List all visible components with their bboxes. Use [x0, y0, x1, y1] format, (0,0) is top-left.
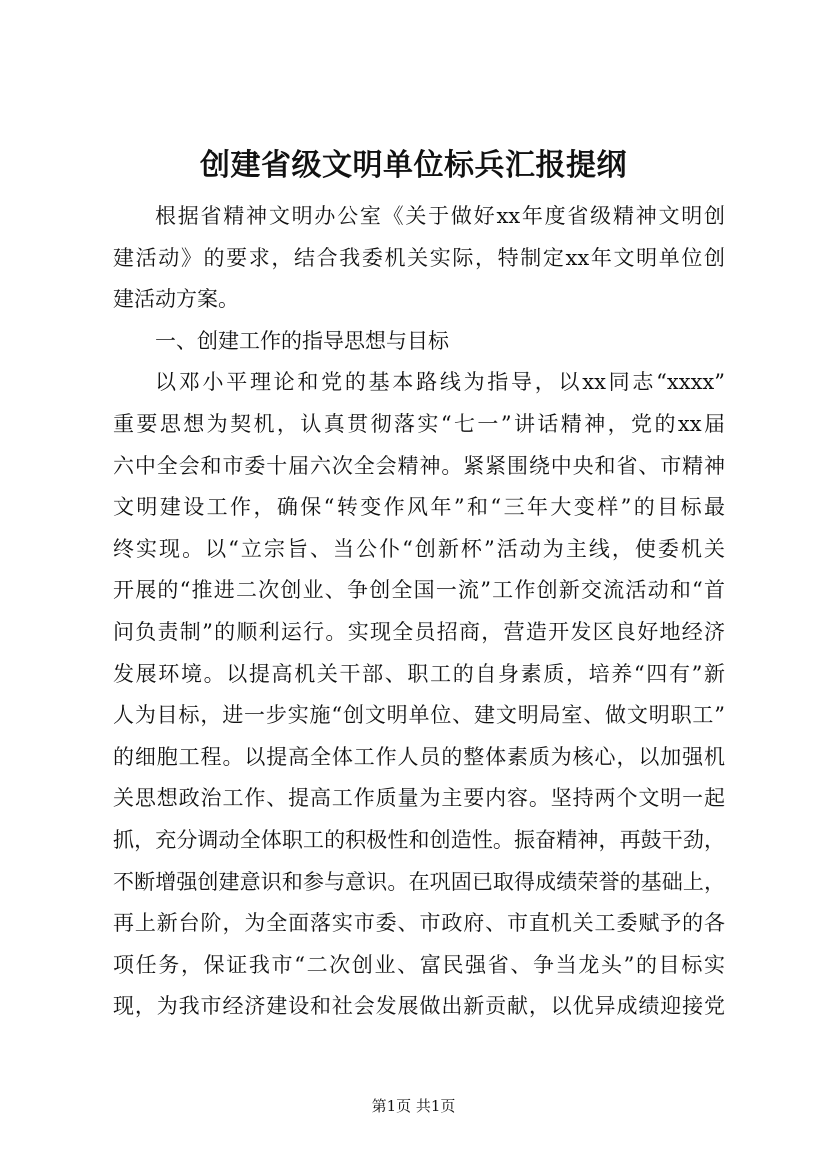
document-title: 创建省级文明单位标兵汇报提纲 [200, 148, 627, 183]
document-body [113, 196, 725, 1028]
body-line: 以邓小平理论和党的基本路线为指导，以xx同志“xxxx” [155, 370, 725, 395]
body-line: 终实现。以“立宗旨、当公仆“创新杯”活动为主线，使委机关 [113, 536, 725, 561]
body-line: 的细胞工程。以提高全体工作人员的整体素质为核心，以加强机 [113, 744, 725, 769]
body-line: 问负责制”的顺利运行。实现全员招商，营造开发区良好地经济 [113, 619, 725, 644]
body-line: 发展环境。以提高机关干部、职工的自身素质，培养“四有”新 [113, 661, 725, 686]
body-line: 建活动方案。 [113, 287, 239, 312]
body-line: 关思想政治工作、提高工作质量为主要内容。坚持两个文明一起 [113, 786, 725, 811]
body-line: 一、创建工作的指导思想与目标 [155, 328, 449, 353]
body-line: 现，为我市经济建设和社会发展做出新贡献，以优异成绩迎接党 [113, 994, 725, 1019]
body-line: 根据省精神文明办公室《关于做好xx年度省级精神文明创 [155, 204, 725, 228]
body-line: 人为目标，进一步实施“创文明单位、建文明局室、做文明职工” [113, 703, 725, 728]
page-footer: 第1页 共1页 [371, 1097, 456, 1115]
body-line: 不断增强创建意识和参与意识。在巩固已取得成绩荣誉的基础上， [113, 869, 725, 894]
body-line: 文明建设工作，确保“转变作风年”和“三年大变样”的目标最 [113, 495, 725, 520]
body-line: 建活动》的要求，结合我委机关实际，特制定xx年文明单位创 [113, 245, 725, 270]
body-line: 重要思想为契机，认真贯彻落实“七一”讲话精神，党的xx届 [113, 411, 725, 436]
body-line: 六中全会和市委十届六次全会精神。紧紧围绕中央和省、市精神 [113, 453, 725, 478]
body-line: 开展的“推进二次创业、争创全国一流”工作创新交流活动和“首 [113, 578, 725, 603]
body-line: 项任务，保证我市“二次创业、富民强省、争当龙头”的目标实 [113, 952, 725, 977]
body-line: 抓，充分调动全体职工的积极性和创造性。振奋精神，再鼓干劲， [113, 827, 725, 852]
body-line: 再上新台阶，为全面落实市委、市政府、市直机关工委赋予的各 [113, 911, 725, 936]
